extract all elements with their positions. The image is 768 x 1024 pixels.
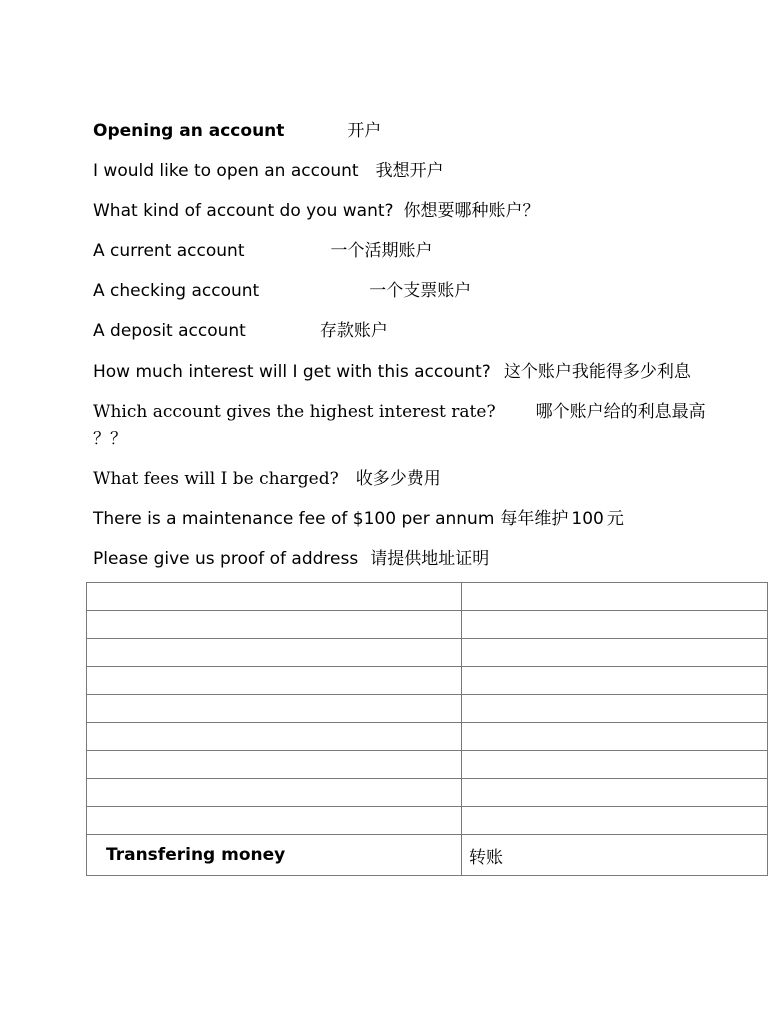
table-cell [87, 667, 462, 695]
phrase-en: There is a maintenance fee of $100 per annum [93, 509, 495, 529]
phrase-5 [93, 320, 388, 342]
table-cell [462, 639, 768, 667]
phrase-en: I would like to open an account [93, 161, 359, 181]
phrase-en: A current account [93, 241, 245, 261]
table-cell [462, 695, 768, 723]
phrase-7-wrap [93, 428, 127, 450]
phrase-zh: 每年维护 [500, 509, 569, 529]
table-cell [462, 667, 768, 695]
phrase-10 [93, 548, 489, 570]
phrase-zh: 这个账户我能得多少利息 [503, 362, 691, 382]
phrase-en: Please give us proof of address [93, 549, 359, 569]
phrase-zh: 一个活期账户 [330, 241, 433, 261]
table-row [87, 779, 768, 807]
phrase-number: 100 [571, 509, 604, 529]
phrase-zh: 一个支票账户 [369, 281, 472, 301]
table-row [87, 723, 768, 751]
phrase-en: What fees will I be charged? [93, 469, 339, 489]
table-cell [462, 611, 768, 639]
phrase-zh: 我想开户 [375, 161, 444, 181]
phrase-en: What kind of account do you want? [93, 201, 394, 221]
table-cell [87, 807, 462, 835]
phrase-7 [93, 401, 706, 423]
table-row [87, 583, 768, 611]
table-cell [462, 807, 768, 835]
section-title-zh: 开户 [347, 121, 382, 141]
phrase-3 [93, 240, 433, 262]
section-title [93, 120, 381, 142]
table-footer-row [87, 835, 768, 876]
table-row [87, 611, 768, 639]
section-title-en: Opening an account [93, 121, 285, 141]
table-cell [87, 583, 462, 611]
phrase-zh: 你想要哪种账户？ [403, 201, 540, 221]
table-row [87, 695, 768, 723]
table-cell [87, 611, 462, 639]
table-cell [462, 751, 768, 779]
table-cell [462, 583, 768, 611]
phrase-9 [93, 508, 624, 530]
phrase-zh-continued: ？？ [93, 429, 127, 449]
phrase-2 [93, 200, 540, 222]
phrase-en: A checking account [93, 281, 260, 301]
phrase-en: How much interest will I get with this account? [93, 362, 491, 382]
table-cell [87, 751, 462, 779]
table-row [87, 807, 768, 835]
phrase-zh: 请提供地址证明 [370, 549, 490, 569]
table-footer-zh: 转账 [462, 835, 768, 876]
phrase-4 [93, 280, 471, 302]
table-cell [87, 695, 462, 723]
phrase-zh: 存款账户 [319, 321, 388, 341]
table-cell [87, 639, 462, 667]
table-cell [462, 779, 768, 807]
phrase-6 [93, 361, 691, 383]
table-row [87, 639, 768, 667]
table-row [87, 751, 768, 779]
phrase-zh: 收多少费用 [355, 469, 441, 489]
table-row [87, 667, 768, 695]
phrase-1 [93, 160, 444, 182]
table-cell [462, 723, 768, 751]
phrase-en: A deposit account [93, 321, 246, 341]
phrase-zh: 哪个账户给的利息最高 [535, 402, 706, 422]
table-cell [87, 779, 462, 807]
phrase-8 [93, 468, 441, 490]
table-footer-en: Transfering money [87, 835, 462, 876]
vocab-table [86, 582, 768, 876]
phrase-en: Which account gives the highest interest rate? [93, 402, 496, 422]
table-cell [87, 723, 462, 751]
phrase-zh-end: 元 [606, 509, 624, 529]
